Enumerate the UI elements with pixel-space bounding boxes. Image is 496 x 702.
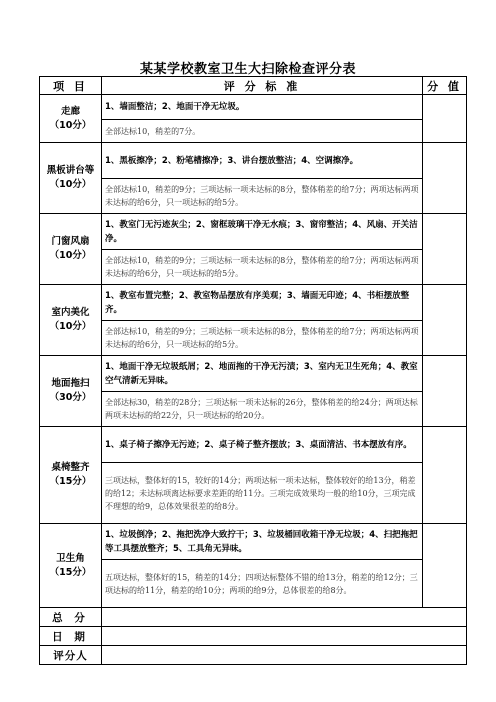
item-name: 黑板讲台等: [46, 165, 95, 176]
item-name: 桌椅整齐: [51, 462, 90, 473]
standard-cell: 1、垃圾倒净；2、拖把洗净大致拧干；3、垃圾桶回收箱干净无垃圾；4、扫把拖把等工具摆放整齐；5、工具角无异味。: [102, 524, 423, 560]
item-points: （10分）: [49, 321, 92, 332]
table-row: [40, 524, 467, 560]
standard-cell: 1、黑板擦净；2、粉笔槽擦净；3、讲台摆放整洁；4、空调擦净。: [102, 143, 423, 179]
score-cell[interactable]: [423, 427, 467, 524]
rule-cell: 全部达标10，稍差的9分；三项达标一项未达标的8分，整体稍差的给7分；两项达标两项未达标的给6分，只一项达标的给5分。: [102, 179, 423, 214]
score-cell[interactable]: [423, 524, 467, 608]
item-cell: [40, 524, 102, 608]
header-score: 分 值: [423, 77, 467, 95]
item-cell: [40, 356, 102, 427]
header-standard: 评 分 标 准: [102, 77, 423, 95]
date-value[interactable]: [102, 627, 467, 646]
item-cell: [40, 214, 102, 285]
item-cell: [40, 143, 102, 214]
rule-cell: 全部达标10，稍差的9分；三项达标一项未达标的8分，整体稍差的给7分；两项达标两项未达标的给6分，只一项达标的给5分。: [102, 321, 423, 356]
rule-cell: 五项达标，整体好的15，稍差的14分；四项达标整体不错的给13分，稍差的给12分；三项达标的给11分，稍差的给10分；两项的给9分，总体很差的给8分。: [102, 560, 423, 608]
table-row: [40, 356, 467, 392]
table-row: [40, 179, 467, 214]
score-cell[interactable]: [423, 143, 467, 214]
table-row: [40, 392, 467, 427]
item-name: 走廊: [60, 105, 80, 117]
table-row: [40, 427, 467, 463]
rule-cell: 全部达标10，稍差的7分。: [102, 120, 423, 143]
item-cell: [40, 427, 102, 524]
table-row: [40, 250, 467, 285]
item-cell: [40, 285, 102, 356]
total-label: 总 分: [40, 608, 102, 627]
rule-cell: 三项达标，整体好的15，较好的14分；两项达标一项未达标，整体较好的给13分，稍差的给12；未达标项离达标要求差距的给11分。三项完成效果均一般的给10分，三项完成不理想的给9，总体效果很差的给8分。: [102, 463, 423, 524]
table-row: [40, 95, 467, 120]
score-cell[interactable]: [423, 356, 467, 427]
item-name: 门窗风扇: [51, 236, 90, 247]
item-points: （10分）: [49, 250, 92, 261]
item-points: （10分）: [49, 179, 92, 190]
item-points: （30分）: [49, 392, 92, 403]
grader-value[interactable]: [102, 646, 467, 665]
table-row: [40, 214, 467, 250]
score-cell[interactable]: [423, 214, 467, 285]
date-row: [40, 627, 467, 646]
standard-cell: 1、地面干净无垃圾纸屑；2、地面拖的干净无污渍；3、室内无卫生死角；4、教室空气清新无异味。: [102, 356, 423, 392]
page-title: 某某学校教室卫生大扫除检查评分表: [139, 62, 356, 77]
standard-cell: 1、墙面整洁；2、地面干净无垃圾。: [102, 95, 423, 120]
item-points: （15分）: [49, 476, 92, 487]
total-row: [40, 608, 467, 627]
score-cell[interactable]: [423, 95, 467, 143]
date-label: 日 期: [40, 627, 102, 646]
standard-cell: 1、教室门无污迹灰尘；2、窗框玻璃干净无水痕；3、窗帘整洁；4、风扇、开关洁净。: [102, 214, 423, 250]
rule-cell: 全部达标30，稍差的28分；三项达标一项未达标的26分，整体稍差的给24分；两项达标两项未达标的给22分，只一项达标的给20分。: [102, 392, 423, 427]
item-name: 室内美化: [51, 307, 90, 318]
score-cell[interactable]: [423, 285, 467, 356]
score-table: [39, 76, 467, 665]
table-row: [40, 143, 467, 179]
standard-cell: 1、桌子椅子擦净无污迹；2、桌子椅子整齐摆放；3、桌面清洁、书本摆放有序。: [102, 427, 423, 463]
rule-cell: 全部达标10，稍差的9分；三项达标一项未达标的8分，整体稍差的给7分；两项达标两项未达标的给6分，只一项达标的给5分。: [102, 250, 423, 285]
header-row: [40, 77, 467, 95]
item-name: 卫生角: [56, 552, 85, 564]
grader-row: [40, 646, 467, 665]
item-points: （15分）: [49, 566, 92, 578]
table-row: [40, 321, 467, 356]
total-value[interactable]: [102, 608, 467, 627]
item-cell: [40, 95, 102, 143]
header-item: 项 目: [40, 77, 102, 95]
table-row: [40, 560, 467, 608]
grader-label: 评分人: [40, 646, 102, 665]
standard-cell: 1、教室布置完整；2、教室物品摆放有序美观；3、墙面无印迹；4、书柜摆放整齐。: [102, 285, 423, 321]
item-name: 地面拖扫: [51, 378, 90, 389]
table-row: [40, 285, 467, 321]
table-row: [40, 120, 467, 143]
item-points: （10分）: [49, 119, 92, 131]
table-row: [40, 463, 467, 524]
